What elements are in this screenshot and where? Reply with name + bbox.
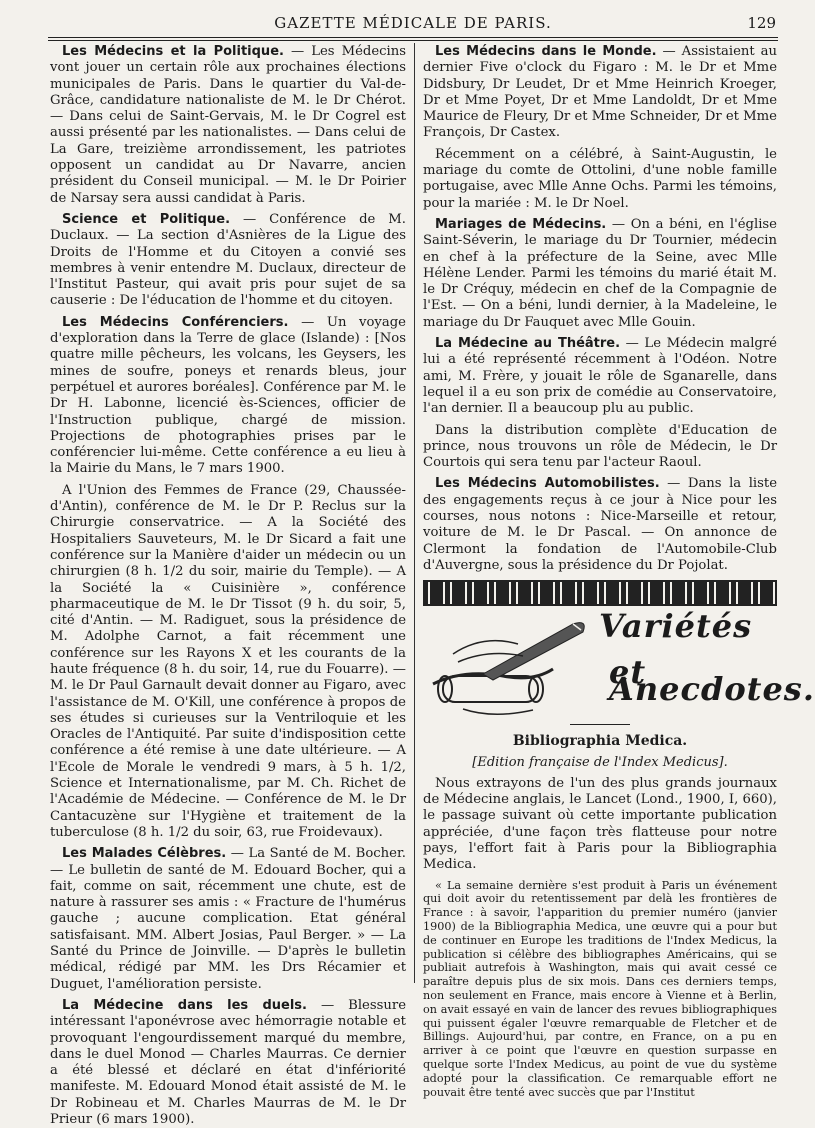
article-body: — La Santé de M. Bocher. — Le bulletin de santé de M. Edouard Bocher, qui a fait, comme on sait, récemment une chute, est de nature à rassurer ses amis : « Fracture de l'humérus gauche ; aucune complication. Etat général satisfaisant. MM. Albert Josias, Paul Berger. » — La Santé du Prince de Joinville. — D'après le bulletin médical, rédigé par MM. les Drs Récamier et Duguet, l'amélioration persiste. — [50, 846, 407, 992]
article-science-politique — [50, 212, 406, 310]
article-heading: Mariages de Médecins. — [435, 216, 607, 232]
ornamental-band — [423, 580, 777, 606]
header-rule — [48, 37, 778, 38]
article-distribution — [423, 423, 777, 472]
article-body: A l'Union des Femmes de France (29, Chaussée-d'Antin), conférence de M. le Dr P. Reclus sur la Chirurgie conservatrice. — A la Société des Hospitaliers Sauveteurs, M. le Dr Sicard a fait une conférence sur la Manière d'aider un médecin ou un chirurgien (8 h. 1/2 du soir, mairie du Temple). — A la Société la « Cuisinière », conférence pharmaceutique de M. le Dr Tissot (9 h. du soir, 5, cité d'Antin. — M. Radiguet, sous la présidence de M. Adolphe Carnot, a fait récemment une conférence sur les Rayons X et les courants de la haute fréquence (8 h. du soir, 14, rue du Fouarre). — M. le Dr Paul Garnault devait donner au Figaro, avec l'assistance de M. O'Kill, une conférence à propos de ses études si curieuses sur la Ventriloquie et les Oracles de l'Antiquité. Par suite d'indisposition cette conférence a été remise à une date ultérieure. — A l'Ecole de Morale le vendredi 9 mars, à 5 h. 1/2, Science et Internationalisme, par M. Ch. Richet de l'Académie de Médecine. — Conférence de M. le Dr Cantacuzène sur l'Hygiène et traitement de la tuberculose (8 h. 1/2 du soir, 63, rue Froidevaux). — [50, 482, 406, 840]
varietes-title: Variétés — [599, 607, 753, 646]
anecdotes-title: et Anecdotes. — [609, 653, 815, 708]
article-automobilistes — [423, 476, 777, 574]
article-body: — On a béni, en l'église Saint-Séverin, le mariage du Dr Tournier, médecin en chef à la préfecture de la Seine, avec Mlle Hélène Lender. Parmi les témoins du marié était M. le Dr Créquy, médecin en chef de la Compagnie de l'Est. — On a béni, lundi dernier, à la Madeleine, le mariage du Dr Fauquet avec Mlle Gouin. — [423, 216, 777, 330]
title-rule — [570, 724, 630, 725]
article-mariage-ottolini — [423, 147, 777, 212]
bibliographia-intro: Nous extrayons de l'un des plus grands journaux de Médecine anglais, le Lancet (Lond., 1900, I, 660), le passage suivant où cette importante publication appréciée, d'une façon très flatteuse pour notre pays, l'effort fait à Paris pour la Bibliographia Medica. — [423, 775, 777, 873]
article-politique — [50, 44, 406, 207]
article-conferenciers — [50, 315, 406, 478]
article-heading: La Médecine dans les duels. — [62, 997, 307, 1013]
article-heading: Les Malades Célèbres. — [62, 846, 227, 862]
bibliographia-subtitle: [Edition française de l'Index Medicus]. — [472, 754, 728, 770]
article-body: — Dans la liste des engagements reçus à ce jour à Nice pour les courses, nous notons : Nice-Marseille et retour, voiture de M. le Dr Pascal. — On annonce de Clermont la fondation de l'Automobile-Club d'Auvergne, sous la présidence du Dr Pojolat. — [423, 476, 777, 573]
article-heading: Les Médecins dans le Monde. — [435, 44, 657, 59]
column-divider — [414, 43, 415, 983]
varietes-banner — [423, 607, 815, 724]
article-body: Dans la distribution complète d'Education de prince, nous trouvons un rôle de Médecin, le Dr Courtois qui sera tenu par l'acteur Raoul. — [423, 422, 777, 471]
article-body: Récemment on a célébré, à Saint-Augustin, le mariage du comte de Ottolini, d'une noble famille portugaise, avec Mlle Anne Ochs. Parmi les témoins, pour la mariée : M. le Dr Noel. — [423, 146, 777, 211]
page-number: 129 — [747, 14, 776, 32]
article-body: — Conférence de M. Duclaux. — La section d'Asnières de la Ligue des Droits de l'Homme et du Citoyen a convié ses membres à venir entendre M. Duclaux, directeur de l'Institut Pasteur, qui avait pris pour sujet de sa causerie : De l'éducation de l'homme et du citoyen. — [50, 211, 406, 309]
article-body: — Un voyage d'exploration dans la Terre de glace (Islande) : [Nos quatre mille pêcheurs, les volcans, les Geysers, les mines de soufre, poneys et renards bleus, jour perpétuel et aurores boréales]. Conférence par M. le Dr H. Labonne, licencié ès-Sciences, officier de l'Instruction publique, chargé de mission. Projections de photographies prises par le conférencier lui-même. Cette conférence a eu lieu à la Mairie du Mans, le 7 mars 1900. — [50, 314, 406, 477]
article-conferences-list — [50, 483, 406, 842]
article-body: — Assistaient au dernier Five o'clock du Figaro : M. le Dr et Mme Didsbury, Dr Leudet, Dr et Mme Heinrich Kroeger, Dr et Mme Poyet, Dr et Mme Landoldt, Dr et Mme Maurice de Fleury, Dr et Mme Schneider, Dr et Mme François, Dr Castex. — [423, 44, 778, 141]
article-heading: Science et Politique. — [62, 211, 231, 227]
article-malades-celebres — [50, 846, 406, 993]
running-header — [50, 14, 776, 36]
article-body: — Les Médecins vont jouer un certain rôle aux prochaines élections municipales de Paris. Dans le quartier du Val-de-Grâce, candidature nationaliste de M. le Dr Chérot. — Dans celui de Saint-Gervais, M. le Dr Cogrel est aussi présenté par les nationalistes. — Dans celui de La Gare, treizième arrondissement, les patriotes opposent un candidat au Dr Navarre, ancien président du Conseil municipal. — M. le Dr Poirier de Narsay sera aussi candidat à Paris. — [50, 44, 406, 206]
article-heading: Les Médecins Automobilistes. — [435, 476, 660, 492]
article-theatre — [423, 336, 777, 417]
article-body: — Le Médecin malgré lui a été représenté récemment à l'Odéon. Notre ami, M. Frère, y jouait le rôle de Sganarelle, dans lequel il a eu son prix de comédie au Conservatoire, l'an dernier. Il a beaucoup plu au public. — [423, 336, 777, 417]
header-rule-thin — [48, 40, 778, 41]
bibliographia-quote: « La semaine dernière s'est produit à Paris un événement qui doit avoir du retentissement par delà les frontières de France : à savoir, l'apparition du premier numéro (janvier 1900) de la Bibliographia Medica, une œuvre qui a pour but de continuer en Europe les traditions de l'Index Medicus, la publication si célèbre des bibliographes Américains, qui se publiait autrefois à Washington, mais qui avait cessé ce paraître depuis plus de six mois. Dans ces derniers temps, non seulement en France, mais encore à Vienne et à Berlin, on avait essayé en vain de lancer des revues bibliographiques qui puissent égaler l'œuvre remarquable de Fletcher et de Billings. Aujourd'hui, par contre, en France, on a pu en arriver à ce point que l'œuvre en question surpasse en quelque sorte l'Index Medicus, au point de vue du système adopté pour la classification. Ce remarquable effort ne pouvait être tenté avec succès que par l'Institut — [423, 878, 777, 1099]
article-heading: Les Médecins et la Politique. — [62, 44, 284, 59]
article-monde — [423, 44, 777, 142]
right-column — [423, 44, 815, 1099]
journal-title: GAZETTE MÉDICALE DE PARIS. — [274, 14, 552, 32]
quill-scroll-illustration — [423, 614, 603, 724]
article-heading: Les Médecins Conférenciers. — [62, 314, 289, 330]
article-heading: La Médecine au Théâtre. — [435, 336, 621, 352]
article-duels — [50, 998, 406, 1128]
bibliographia-title: Bibliographia Medica. — [512, 733, 688, 750]
article-mariages — [423, 217, 777, 331]
left-column — [50, 44, 407, 1127]
article-body: — Blessure intéressant l'aponévrose avec hémorragie notable et provoquant l'engourdissement marqué du membre, dans le duel Monod — Charles Maurras. Ce dernier a été blessé et déclaré en état d'infériorité manifeste. M. Edouard Monod était assisté de M. le Dr Robineau et M. Charles Maurras de M. le Dr Prieur (6 mars 1900). — [50, 997, 406, 1127]
